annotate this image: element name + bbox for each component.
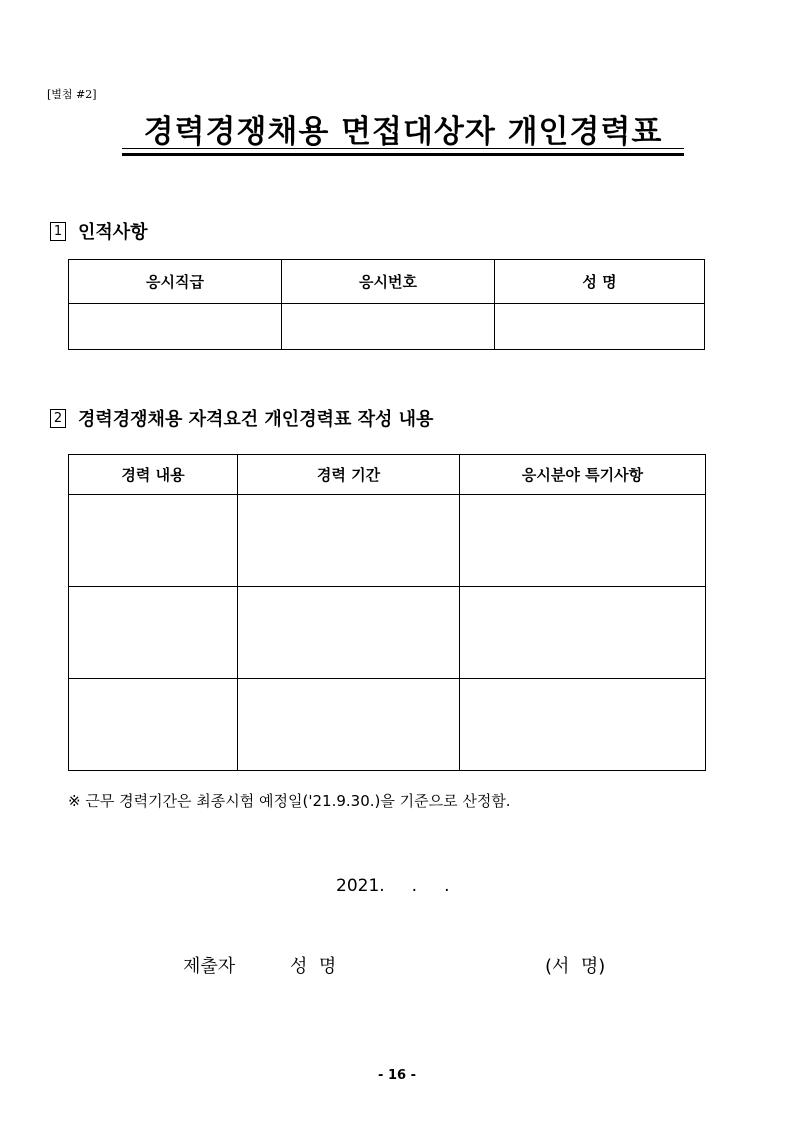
page-title: 경력경쟁채용 면접대상자 개인경력표 xyxy=(143,114,663,150)
table-header-row xyxy=(69,455,706,495)
cell-special-notes[interactable] xyxy=(460,679,706,771)
header-applicant-number: 응시번호 xyxy=(282,260,495,304)
table-row xyxy=(69,679,706,771)
submitter-label: 제출자 xyxy=(183,956,236,977)
title-underline-thick xyxy=(122,153,684,156)
cell-career-period[interactable] xyxy=(238,587,460,679)
cell-applicant-number-input[interactable] xyxy=(282,304,495,350)
section-number-box: 1 xyxy=(50,222,66,241)
header-rank: 응시직급 xyxy=(69,260,282,304)
attachment-label: [별첨 #2] xyxy=(47,88,97,101)
table-header-row xyxy=(69,260,705,304)
header-career-content: 경력 내용 xyxy=(69,455,238,495)
section-number-box: 2 xyxy=(50,409,66,428)
cell-career-period[interactable] xyxy=(238,495,460,587)
cell-career-content[interactable] xyxy=(69,587,238,679)
cell-name-input[interactable] xyxy=(495,304,705,350)
header-special-notes: 응시분야 특기사항 xyxy=(460,455,706,495)
table-row xyxy=(69,587,706,679)
cell-rank-input[interactable] xyxy=(69,304,282,350)
header-career-period: 경력 기간 xyxy=(238,455,460,495)
table-row xyxy=(69,495,706,587)
cell-career-content[interactable] xyxy=(69,679,238,771)
signature-label: (서 명) xyxy=(545,956,606,977)
section-heading-text: 경력경쟁채용 자격요건 개인경력표 작성 내용 xyxy=(78,409,434,430)
footnote: ※ 근무 경력기간은 최종시험 예정일('21.9.30.)을 기준으로 산정함. xyxy=(68,792,511,810)
cell-career-period[interactable] xyxy=(238,679,460,771)
section-heading-career xyxy=(50,405,433,431)
date-line: 2021. . . xyxy=(336,876,450,896)
personal-info-table xyxy=(68,259,705,350)
career-table xyxy=(68,454,706,771)
name-label: 성 명 xyxy=(290,956,337,977)
title-underline-thin xyxy=(122,148,684,149)
section-heading-text: 인적사항 xyxy=(78,222,148,243)
header-name: 성 명 xyxy=(495,260,705,304)
cell-career-content[interactable] xyxy=(69,495,238,587)
cell-special-notes[interactable] xyxy=(460,587,706,679)
section-heading-personal xyxy=(50,218,148,244)
page-number: - 16 - xyxy=(378,1068,416,1083)
cell-special-notes[interactable] xyxy=(460,495,706,587)
table-row xyxy=(69,304,705,350)
